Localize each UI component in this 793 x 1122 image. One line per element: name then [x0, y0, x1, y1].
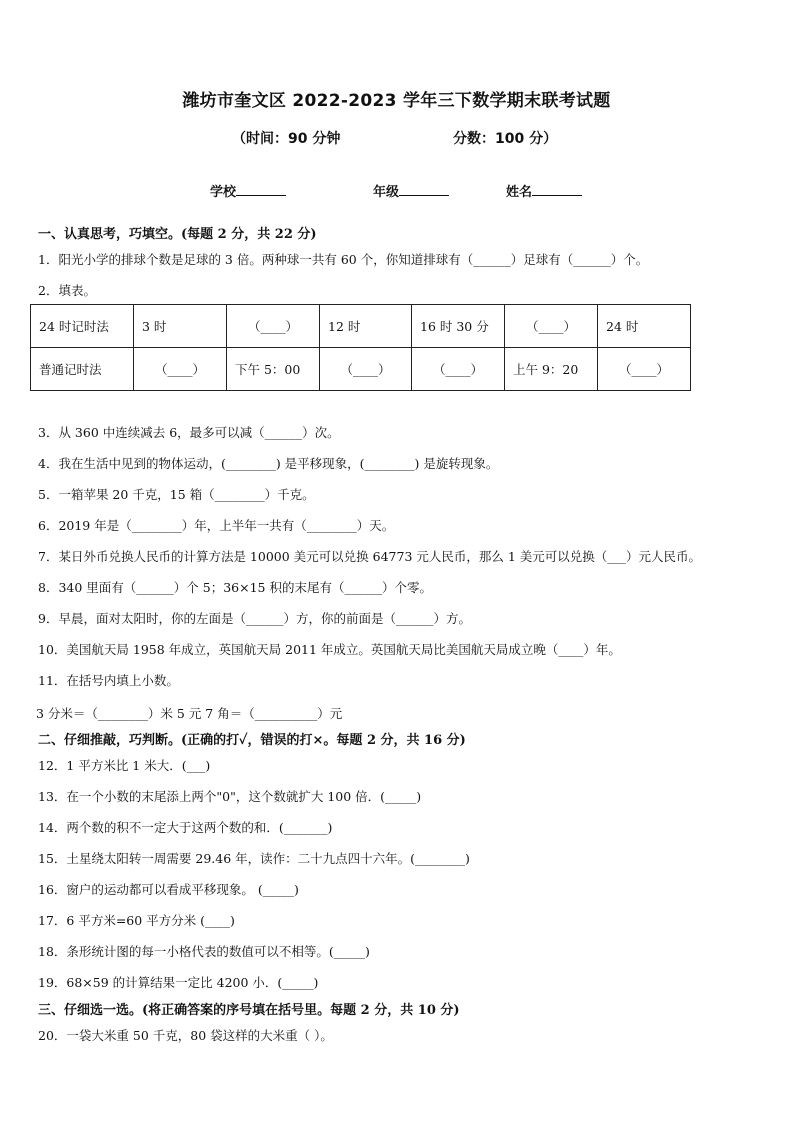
table-cell: 16 时 30 分 [412, 305, 505, 348]
question-13: 13．在一个小数的末尾添上两个"0"，这个数就扩大 100 倍．(_____) [38, 789, 422, 804]
table-cell-blank[interactable]: （____） [320, 348, 412, 391]
exam-score: 分数：100 分） [453, 131, 558, 147]
table-cell-blank[interactable]: （____） [134, 348, 227, 391]
table-cell-blank[interactable]: （____） [505, 305, 598, 348]
grade-blank[interactable] [399, 183, 449, 196]
table-cell: 24 时记时法 [31, 305, 134, 348]
table-row [31, 305, 691, 348]
table-cell: 上午 9：20 [505, 348, 598, 391]
school-field[interactable] [210, 181, 286, 200]
question-8: 8．340 里面有（______）个 5；36×15 积的末尾有（______）个零。 [38, 580, 432, 595]
question-15: 15．土星绕太阳转一周需要 29.46 年，读作：二十九点四十六年。(________) [38, 851, 470, 866]
question-11: 11．在括号内填上小数。 [38, 673, 179, 688]
time-conversion-table [30, 304, 691, 391]
question-17: 17．6 平方米=60 平方分米 (____) [38, 913, 235, 928]
question-12: 12．1 平方米比 1 米大．(___) [38, 758, 211, 773]
question-4: 4．我在生活中见到的物体运动，(________) 是平移现象，(________) 是旋转现象。 [38, 456, 499, 471]
question-2: 2．填表。 [38, 283, 96, 298]
grade-field[interactable] [373, 181, 449, 200]
table-row [31, 348, 691, 391]
name-blank[interactable] [532, 183, 582, 196]
question-3: 3．从 360 中连续减去 6，最多可以减（______）次。 [38, 425, 340, 440]
question-1: 1．阳光小学的排球个数是足球的 3 倍。两种球一共有 60 个，你知道排球有（______）足球有（______）个。 [38, 252, 649, 267]
section-1-title: 一、认真思考，巧填空。(每题 2 分，共 22 分) [38, 227, 317, 242]
question-9: 9．早晨，面对太阳时，你的左面是（______）方，你的前面是（______）方。 [38, 611, 471, 626]
question-11-fill: 3 分米＝（________）米 5 元 7 角＝（__________）元 [36, 706, 343, 721]
table-cell: 下午 5：00 [227, 348, 320, 391]
exam-time: （时间：90 分钟 [232, 131, 341, 147]
table-cell: 12 时 [320, 305, 412, 348]
name-field[interactable] [506, 181, 582, 200]
school-label: 学校 [210, 185, 237, 200]
question-6: 6．2019 年是（________）年，上半年一共有（________）天。 [38, 518, 395, 533]
page-title: 潍坊市奎文区 2022-2023 学年三下数学期末联考试题 [182, 91, 611, 111]
question-19: 19．68×59 的计算结果一定比 4200 小．(_____) [38, 975, 319, 990]
question-20: 20．一袋大米重 50 千克，80 袋这样的大米重（ ）。 [38, 1028, 333, 1043]
table-cell-blank[interactable]: （____） [598, 348, 691, 391]
question-16: 16．窗户的运动都可以看成平移现象。 (_____) [38, 882, 299, 897]
table-cell-blank[interactable]: （____） [227, 305, 320, 348]
section-3-title: 三、仔细选一选。(将正确答案的序号填在括号里。每题 2 分，共 10 分) [38, 1003, 460, 1018]
table-cell: 3 时 [134, 305, 227, 348]
question-14: 14．两个数的积不一定大于这两个数的和．(_______) [38, 820, 333, 835]
table-cell-blank[interactable]: （____） [412, 348, 505, 391]
question-5: 5．一箱苹果 20 千克，15 箱（________）千克。 [38, 487, 315, 502]
table-cell: 24 时 [598, 305, 691, 348]
question-18: 18．条形统计图的每一小格代表的数值可以不相等。(_____) [38, 944, 370, 959]
question-10: 10．美国航天局 1958 年成立，英国航天局 2011 年成立。英国航天局比美国航天局成立晚（____）年。 [38, 642, 621, 657]
name-label: 姓名 [506, 185, 533, 200]
section-2-title: 二、仔细推敲，巧判断。(正确的打✓，错误的打×。每题 2 分，共 16 分) [38, 733, 466, 748]
question-7: 7．某日外币兑换人民币的计算方法是 10000 美元可以兑换 64773 元人民币，那么 1 美元可以兑换（___）元人民币。 [38, 549, 702, 564]
table-cell: 普通记时法 [31, 348, 134, 391]
grade-label: 年级 [373, 185, 400, 200]
school-blank[interactable] [236, 183, 286, 196]
